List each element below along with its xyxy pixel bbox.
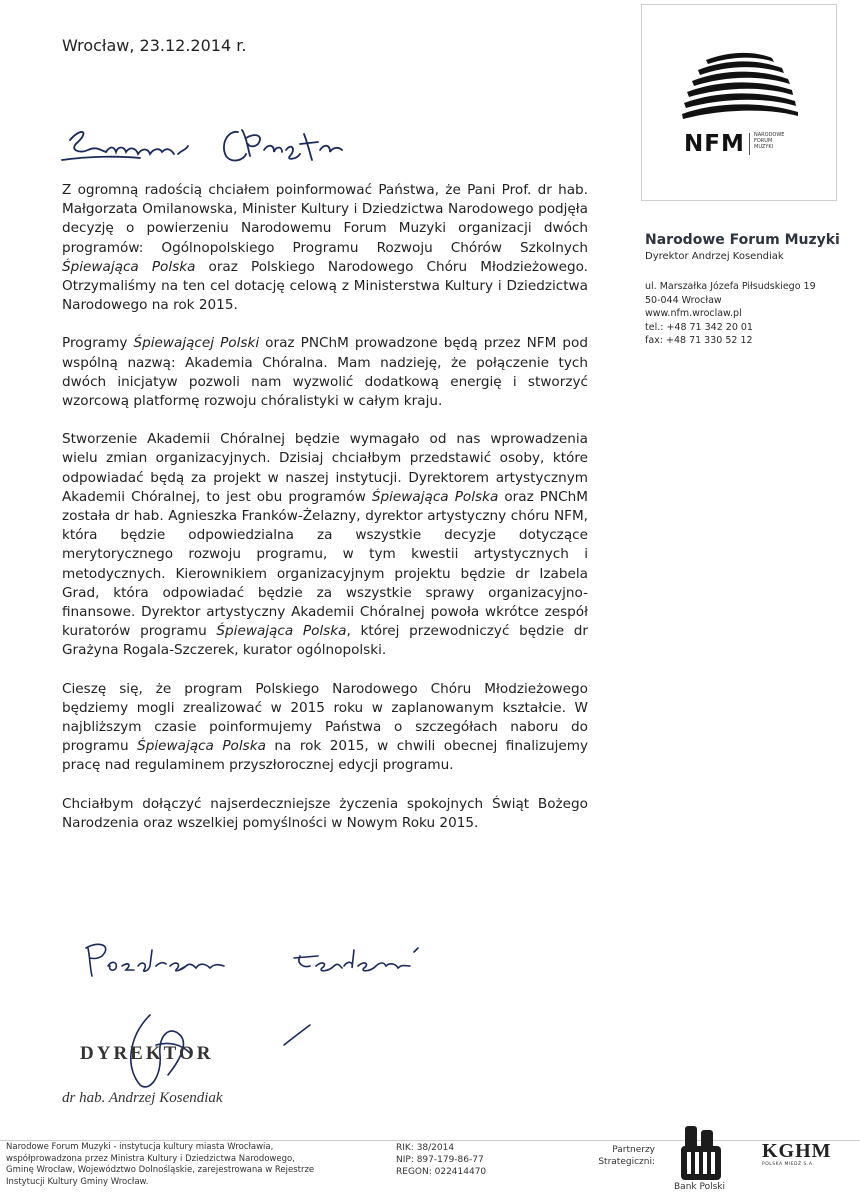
org-website: www.nfm.wroclaw.pl [645,308,742,319]
nfm-logo-text: NFM [684,131,745,157]
director-title: DYREKTOR [80,1043,214,1064]
dateline: Wrocław, 23.12.2014 r. [62,36,247,55]
kghm-logo: KGHM [762,1140,832,1162]
footer-institution-info [6,1142,376,1188]
paragraph-2: Programy Śpiewającej Polski oraz PNChM prowadzone będą przez NFM pod wspólną nazwą: Akademia Chóralna. Mam nadzieję, że połączenie tych dwóch inicjatyw pozwoli nam wyzwolić dodatkową energię i stworzyć wzorcową platformę rozwoju chóralistyki w całym kraju. [62,335,588,410]
paragraph-5: Chciałbym dołączyć najserdeczniejsze życzenia spokojnych Świąt Bożego Narodzenia oraz wszelkiej pomyślności w Nowym Roku 2015. [62,795,588,831]
logo-small-text [754,132,784,150]
nfm-waves-icon [682,50,798,122]
letterhead-address [645,232,855,348]
paragraph-3: Stworzenie Akademii Chóralnej będzie wymagało od nas wprowadzenia wielu zmian organizacyjnych. Dzisiaj chciałbym przedstawić osoby, które odpowiadać będą za projekt w naszej instytucji. Dyrektorem artystycznym Akademii Chóralnej, to jest obu programów Śpiewająca Polska oraz PNChM została dr hab. Agnieszka Franków-Żelazny, dyrektor artystyczny chóru NFM, która będzie odpowiedzialna za wszystkie decyzje dotyczące merytorycznego rozwoju programu, w tym kwestii artystycznych i metodycznych. Kierownikiem organizacyjnym projektu będzie dr Izabela Grad, która odpowiadać będzie za wszystkie sprawy organizacyjno-finansowe. Dyrektor artystyczny Akademii Chóralnej powoła wkrótce zespół kuratorów programu Śpiewająca Polska, której przewodniczyć będzie dr Grażyna Rogala-Szczerek, kurator ogólnopolski. [62,431,588,659]
footer-nip: NIP: 897-179-86-77 [396,1155,484,1165]
footer-regon: REGON: 022414470 [396,1167,487,1177]
handwritten-salutation [60,120,350,178]
logo-small-line: FORUM [754,138,773,144]
org-contact-lines [645,280,855,348]
pko-bank-logo-icon [679,1126,723,1182]
paragraph-4: Cieszę się, że program Polskiego Narodowego Chóru Młodzieżowego będziemy mogli zrealizować w 2015 roku w zaplanowanym kształcie. W najbliższym czasie poinformujemy Państwa o szczegółach naboru do programu Śpiewająca Polska na rok 2015, w chwili obecnej finalizujemy pracę nad regulaminem przyszłorocznej edycji programu. [62,680,589,774]
footer-left-line: Gminę Wrocław, Województwo Dolnośląskie, zarejestrowana w Rejestrze [6,1165,315,1175]
org-phone: tel.: +48 71 342 20 01 [645,321,753,333]
logo-divider [749,133,750,155]
handwritten-closing [78,936,438,988]
org-director: Dyrektor Andrzej Kosendiak [645,251,784,262]
kghm-subtitle: POLSKA MIEDŹ S.A. [762,1162,815,1167]
footer-registry-info [396,1142,486,1178]
org-address-street: ul. Marszałka Józefa Piłsudskiego 19 [645,281,816,292]
footer-left-line: Instytucji Kultury Gminy Wrocław. [6,1176,149,1187]
pko-caption: Bank Polski [674,1182,725,1192]
paragraph-1: Z ogromną radością chciałem poinformować Państwa, że Pani Prof. dr hab. Małgorzata Omilanowska, Minister Kultury i Dziedzictwa Narodowego podjęła decyzję o powierzeniu Narodowemu Forum Muzyki organizacji dwóch programów: Ogólnopolskiego Programu Rozwoju Chórów Szkolnych Śpiewająca Polska oraz Polskiego Narodowego Chóru Młodzieżowego. Otrzymaliśmy na ten cel dotację celową z Ministerstwa Kultury i Dziedzictwa Narodowego na rok 2015. [62,182,588,314]
footer-rik: RIK: 38/2014 [396,1143,455,1153]
logo-small-line: NARODOWE [754,132,785,138]
logo-small-line: MUZYKI [754,144,774,150]
director-name: dr hab. Andrzej Kosendiak [62,1090,223,1106]
org-address-city: 50-044 Wrocław [645,294,722,306]
footer-divider [0,1140,860,1141]
footer-left-line: Narodowe Forum Muzyki - instytucja kultury miasta Wrocławia, [6,1142,274,1152]
nfm-logo-box [641,4,837,201]
footer-partners-label: Partnerzy Strategiczni: [598,1145,655,1167]
org-fax: fax: +48 71 330 52 12 [645,335,753,346]
org-name: Narodowe Forum Muzyki [645,232,840,248]
letter-body [62,181,588,852]
footer-left-line: współprowadzona przez Ministra Kultury i Dziedzictwa Narodowego, [6,1153,295,1164]
